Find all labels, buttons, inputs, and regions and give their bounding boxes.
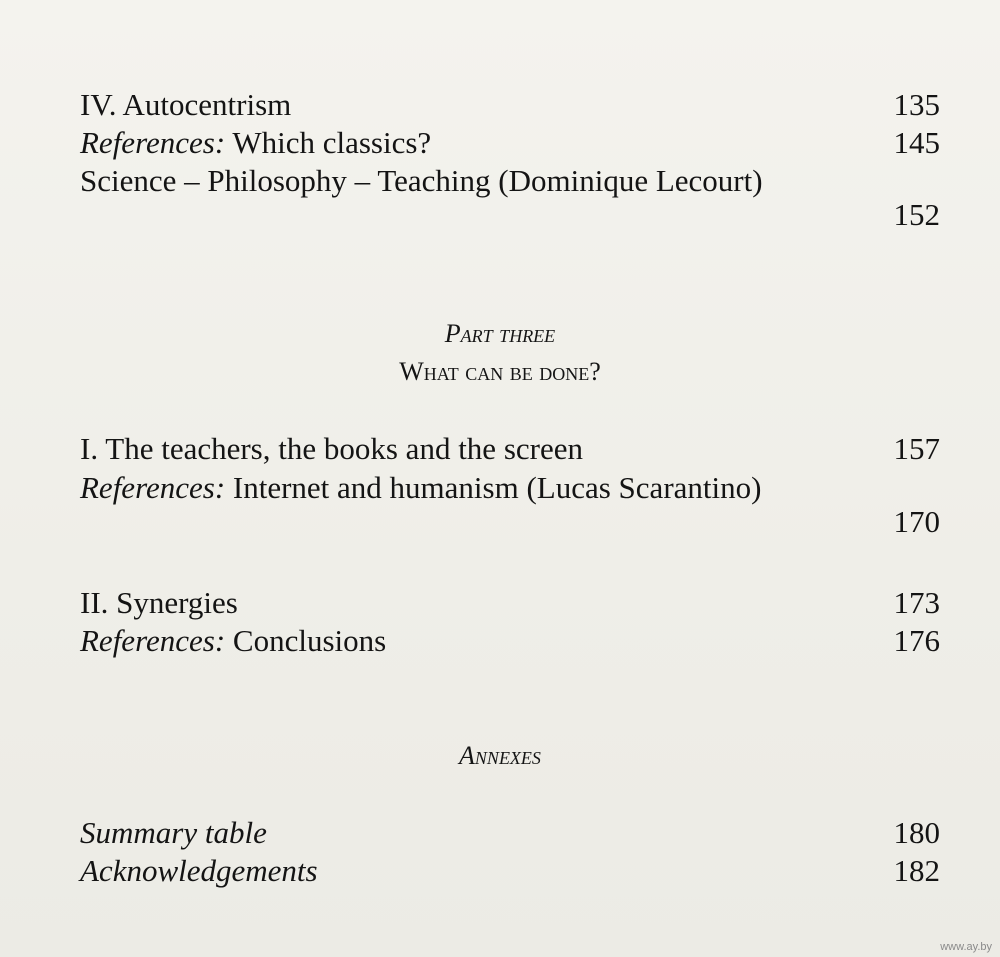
toc-page-number: 170 [893,504,940,539]
toc-page-number: 173 [893,585,940,620]
toc-page-number: 152 [893,197,940,232]
part-label: Part three [444,319,556,348]
toc-entry-title: I. The teachers, the books and the screen [80,431,583,466]
toc-page-number: 135 [893,87,940,122]
toc-entry-title: II. Synergies [80,585,238,620]
references-label: References: [80,125,226,160]
toc-page-number: 182 [893,853,940,888]
references-label: References: [80,623,226,658]
toc-entry-title: Science – Philosophy – Teaching (Dominique Lecourt) [80,163,763,198]
toc-entry-title: Conclusions [232,623,387,658]
toc-entry-title: Acknowledgements [80,853,318,888]
part-title: What can be done? [399,357,601,386]
toc-entry-title: IV. Autocentrism [80,87,292,122]
toc-entry-title: Summary table [80,815,267,850]
toc-page-number: 180 [893,815,940,850]
toc-page-number: 145 [893,125,940,160]
watermark: www.ay.by [940,941,992,953]
toc-page-number: 176 [893,623,940,658]
references-label: References: [80,470,226,505]
toc-page-number: 157 [893,431,940,466]
toc-entry-title: Internet and humanism (Lucas Scarantino) [232,470,762,505]
toc-entry-title: Which classics? [232,125,432,160]
annexes-heading: Annexes [459,741,541,770]
